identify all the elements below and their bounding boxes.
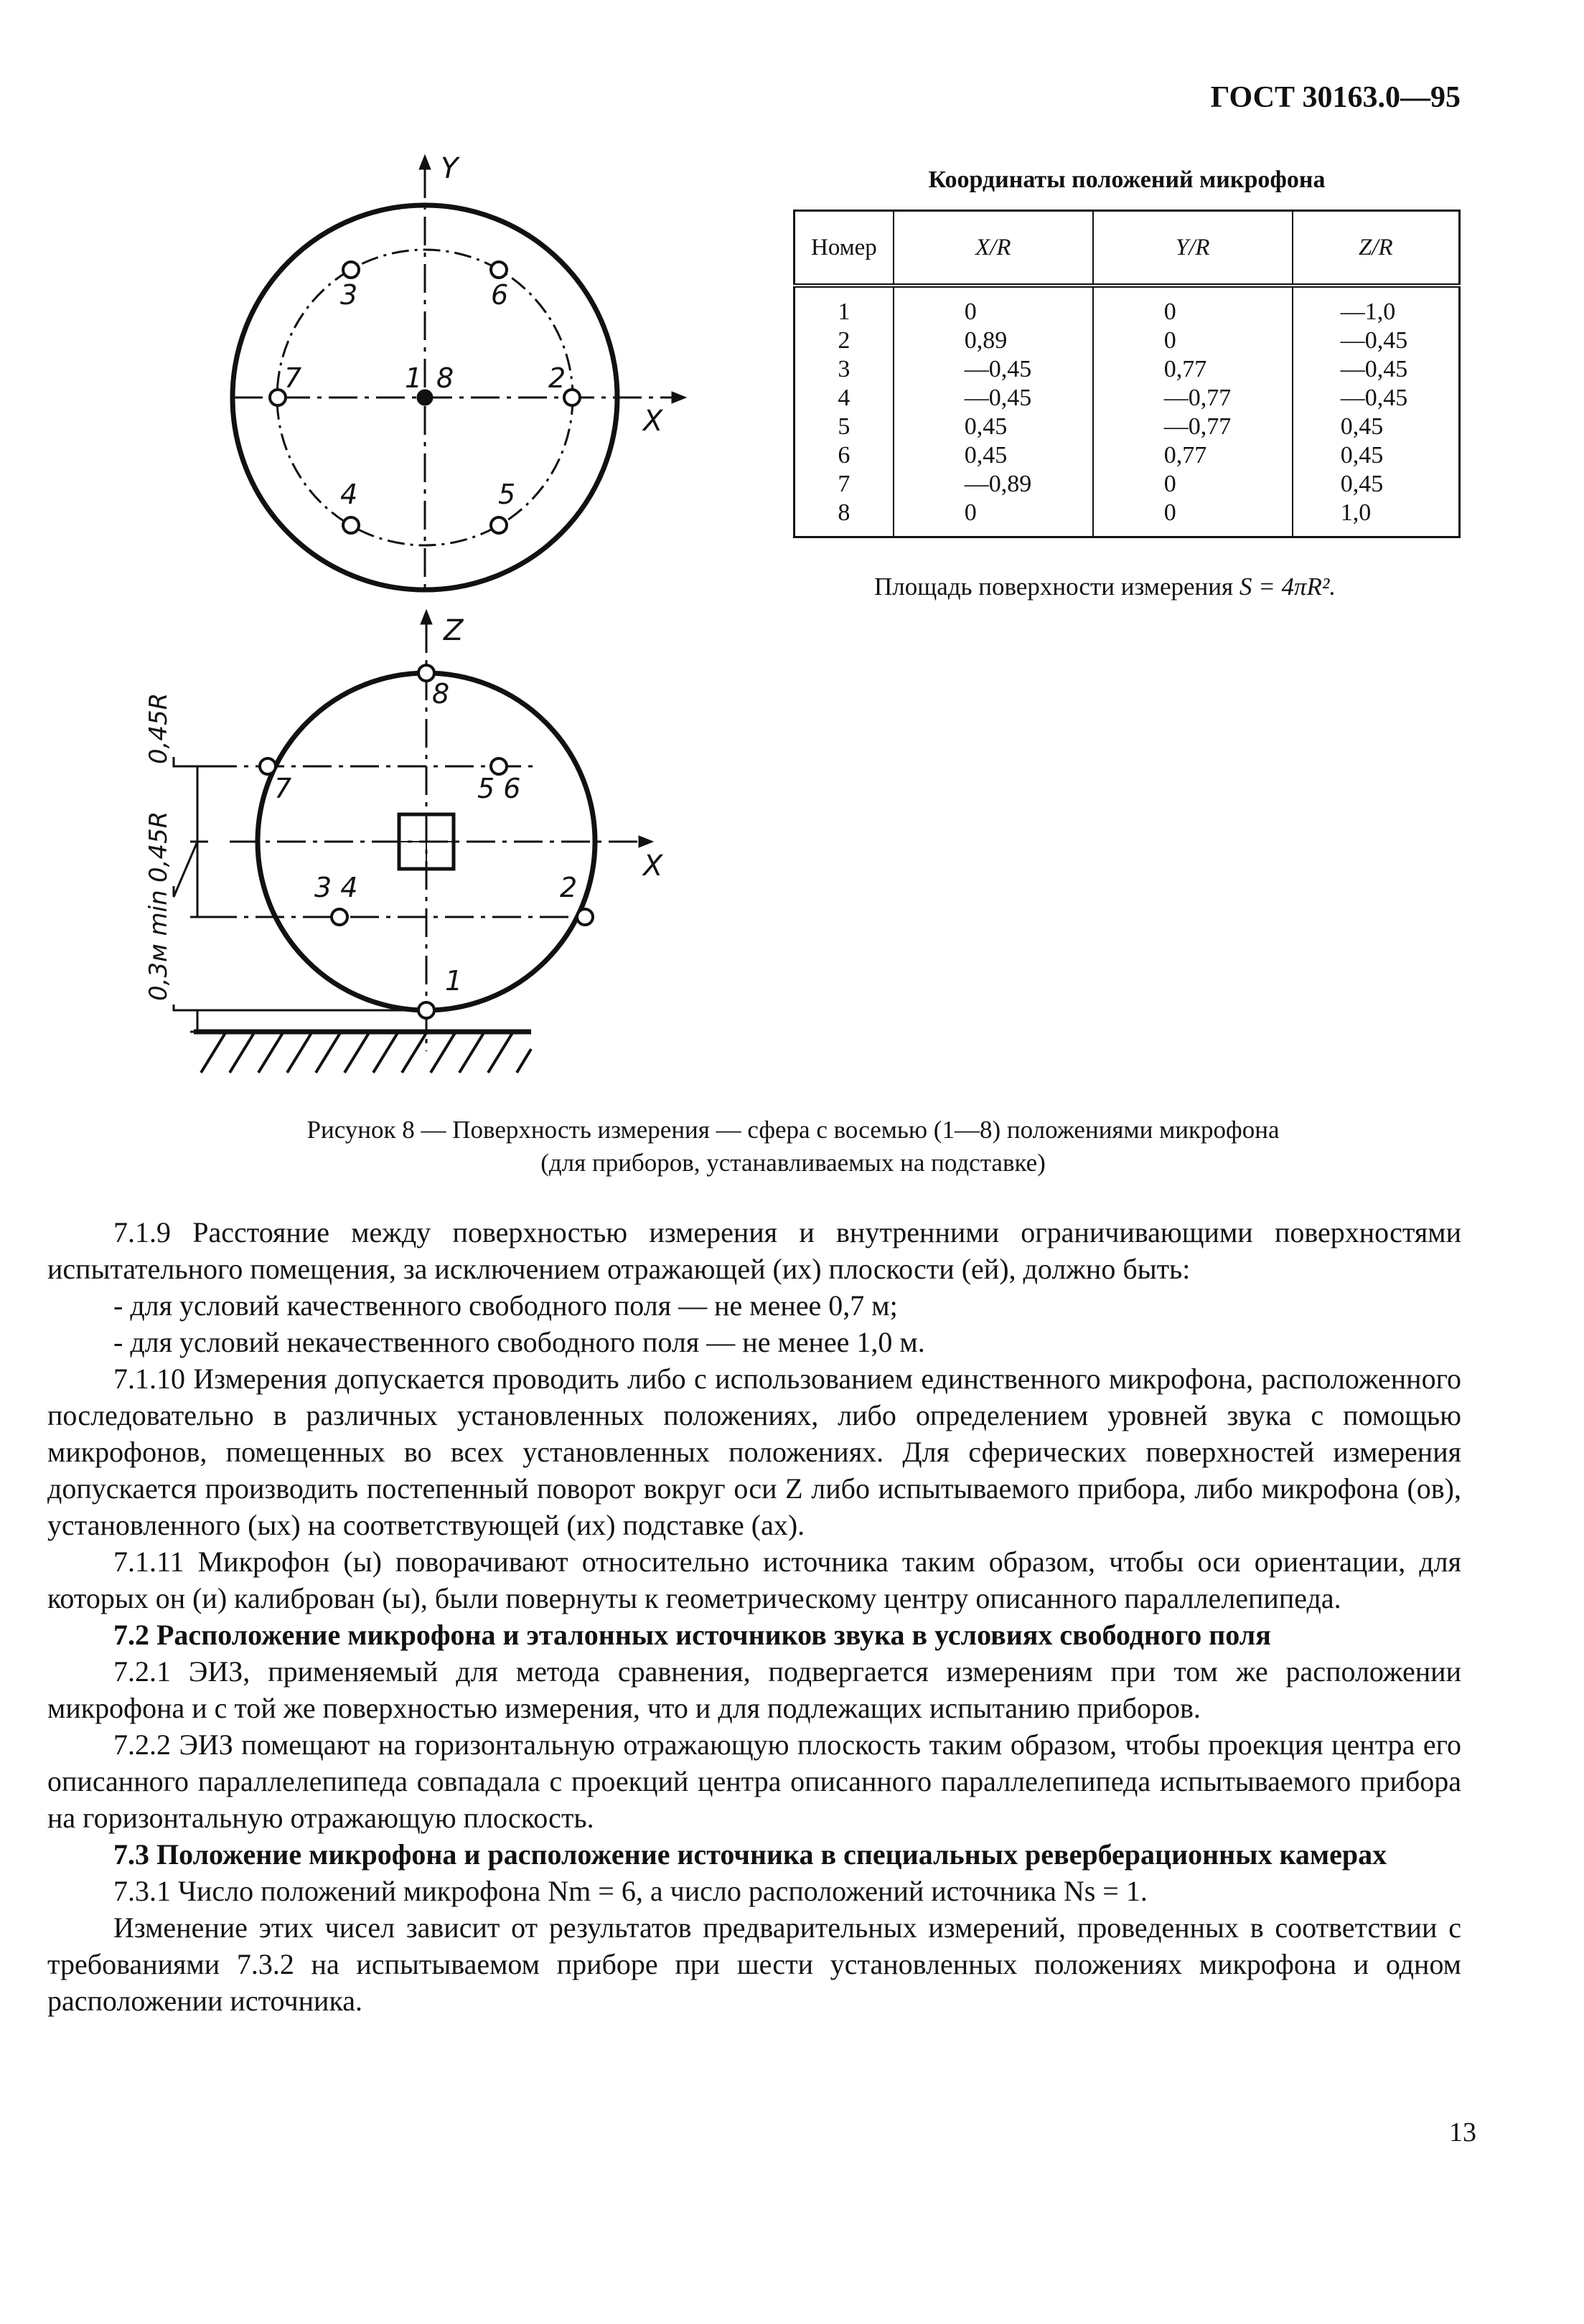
x-axis-arrow bbox=[672, 392, 686, 403]
point-2-marker bbox=[564, 390, 580, 405]
table-row bbox=[795, 286, 1460, 537]
point-3-4-marker bbox=[332, 909, 347, 925]
table-cell: 0 bbox=[964, 298, 977, 325]
table-cell: —0,77 bbox=[1163, 413, 1232, 440]
point-4-marker bbox=[343, 517, 359, 533]
table-cell: 6 bbox=[838, 442, 850, 469]
paragraph-7-1-9: 7.1.9 Расстояние между поверхностью измерения и внутренними ограничивающими поверхностями испытательного помещения, за исключением отражающей (их) плоскости (ей), должно быть: bbox=[47, 1216, 1461, 1285]
table-cell: 0,77 bbox=[1163, 356, 1207, 382]
paragraph-7-1-10: 7.1.10 Измерения допускается проводить либо с использованием единственного микрофона, расположенного последовательно в различных установленных положениях, либо определением уровней звука с помощью микрофонов, помещенных во всех установленных положениях. Для сферических поверхностей измерения допускается производить постепенный поворот вокруг оси Z либо испытываемого прибора, либо микрофона (ов), установленного (ых) на соответствующей (их) подставке (ах). bbox=[47, 1363, 1461, 1541]
point-7-label: 7 bbox=[284, 362, 302, 394]
axis-z-label: Z bbox=[444, 614, 464, 647]
table-cell: 3 bbox=[838, 356, 850, 382]
table-cell: —0,45 bbox=[964, 356, 1032, 382]
table-cell: —1,0 bbox=[1340, 298, 1396, 325]
table-cell: 0,45 bbox=[964, 442, 1008, 469]
figure-caption bbox=[187, 1114, 1400, 1180]
x-axis-arrow bbox=[639, 836, 653, 847]
point-5-marker bbox=[491, 517, 507, 533]
header-z: Z/R bbox=[1293, 211, 1460, 286]
list-item: - для условий качественного свободного поля — не менее 0,7 м; bbox=[113, 1289, 898, 1322]
area-note-prefix: Площадь поверхности измерения bbox=[874, 573, 1239, 601]
table-cell: —0,89 bbox=[964, 471, 1032, 497]
table-cell: —0,45 bbox=[1340, 356, 1408, 382]
point-2-label: 2 bbox=[560, 872, 578, 903]
column-number bbox=[795, 286, 894, 537]
y-axis-arrow bbox=[419, 155, 431, 169]
point-7-marker bbox=[260, 758, 276, 774]
table-cell: 0 bbox=[1163, 499, 1176, 526]
point-2-marker bbox=[577, 909, 593, 925]
column-z bbox=[1293, 286, 1460, 537]
paragraph-7-1-11: 7.1.11 Микрофон (ы) поворачивают относительно источника таким образом, чтобы оси ориентации, для которых он (и) калиброван (ы), были повернуты к геометрическому центру описанного параллелепипеда. bbox=[47, 1546, 1461, 1614]
paragraph-7-3-1: 7.3.1 Число положений микрофона Nm = 6, а число расположений источника Ns = 1. bbox=[113, 1875, 1148, 1907]
point-8-label: 8 bbox=[432, 678, 450, 710]
point-3-label: 3 bbox=[340, 279, 358, 311]
dimension-lines bbox=[174, 757, 208, 1032]
point-5-6-marker bbox=[491, 758, 507, 774]
column-x bbox=[894, 286, 1093, 537]
paragraph-7-2-2: 7.2.2 ЭИЗ помещают на горизонтальную отражающую плоскость таким образом, чтобы проекция центра его описанного параллелепипеда совпадала с проекций центра описанного параллелепипеда испытываемого прибора на горизонтальную отражающую плоскость. bbox=[47, 1728, 1461, 1834]
table-cell: 8 bbox=[838, 499, 850, 526]
table-cell: —0,45 bbox=[964, 385, 1032, 411]
table-cell: 0,45 bbox=[1340, 471, 1384, 497]
table-cell: 1,0 bbox=[1340, 499, 1372, 526]
caption-line-2: (для приборов, устанавливаемых на подставке) bbox=[540, 1149, 1046, 1177]
point-1-label: 1 bbox=[405, 362, 423, 394]
paragraph-7-3-1-cont: Изменение этих чисел зависит от результатов предварительных измерений, проведенных в соответствии с требованиями 7.3.2 на испытываемом приборе при шести установленных положениях микрофона и одном расположении источника. bbox=[47, 1911, 1461, 2017]
page-number: 13 bbox=[1449, 2117, 1476, 2147]
table-cell: 7 bbox=[838, 471, 850, 497]
point-5-label: 5 bbox=[498, 479, 516, 510]
z-axis-arrow bbox=[421, 610, 432, 624]
table-cell: 0 bbox=[1163, 471, 1176, 497]
table-cell: 0,77 bbox=[1163, 442, 1207, 469]
point-5-6-label: 5 6 bbox=[477, 773, 521, 804]
area-formula: S = 4πR². bbox=[1239, 573, 1336, 601]
axis-x-label: X bbox=[643, 405, 663, 438]
table-cell: 4 bbox=[838, 385, 850, 411]
dim-label-upper: 0,45R bbox=[144, 692, 173, 764]
point-7-marker bbox=[270, 390, 286, 405]
coordinates-table bbox=[793, 210, 1461, 538]
table-cell: 1 bbox=[838, 298, 850, 325]
table-cell: —0,45 bbox=[1340, 327, 1408, 354]
point-1-label: 1 bbox=[445, 965, 463, 997]
point-8-label: 8 bbox=[436, 362, 454, 394]
table-cell: 0 bbox=[964, 499, 977, 526]
table-cell: —0,45 bbox=[1340, 385, 1408, 411]
table-cell: 0 bbox=[1163, 327, 1176, 354]
table-cell: 2 bbox=[838, 327, 850, 354]
table-cell: 0,89 bbox=[964, 327, 1008, 354]
side-view-diagram bbox=[108, 603, 663, 1091]
table-cell: 0,45 bbox=[1340, 442, 1384, 469]
point-7-label: 7 bbox=[274, 773, 292, 804]
table-cell: 0,45 bbox=[964, 413, 1008, 440]
body-text bbox=[47, 1214, 1461, 2019]
point-6-label: 6 bbox=[491, 279, 509, 311]
table-body bbox=[795, 286, 1460, 537]
point-4-label: 4 bbox=[340, 479, 358, 510]
table-cell: 0 bbox=[1163, 298, 1176, 325]
standard-header: ГОСТ 30163.0—95 bbox=[1210, 81, 1461, 114]
point-3-4-label: 3 4 bbox=[314, 872, 358, 903]
table-cell: 5 bbox=[838, 413, 850, 440]
column-y bbox=[1093, 286, 1293, 537]
header-number: Номер bbox=[795, 211, 894, 286]
table-header-row bbox=[795, 211, 1460, 286]
header-y: Y/R bbox=[1093, 211, 1293, 286]
area-note bbox=[874, 573, 1336, 601]
table-cell: 0,45 bbox=[1340, 413, 1384, 440]
heading-7-2: 7.2 Расположение микрофона и эталонных источников звука в условиях свободного поля bbox=[113, 1619, 1271, 1651]
ground-hatching bbox=[201, 1032, 531, 1073]
dim-label-middle: 0,45R bbox=[144, 811, 173, 883]
heading-7-3: 7.3 Положение микрофона и расположение источника в специальных реверберационных камерах bbox=[113, 1838, 1387, 1871]
axis-y-label: Y bbox=[441, 152, 459, 185]
table-cell: —0,77 bbox=[1163, 385, 1232, 411]
point-3-marker bbox=[343, 262, 359, 278]
top-view-diagram bbox=[212, 148, 700, 607]
point-2-label: 2 bbox=[548, 362, 566, 394]
axis-x-label: X bbox=[643, 850, 663, 883]
caption-line-1: Рисунок 8 — Поверхность измерения — сфера с восемью (1—8) положениями микрофона bbox=[306, 1116, 1280, 1144]
table-title: Координаты положений микрофона bbox=[928, 166, 1326, 193]
paragraph-7-2-1: 7.2.1 ЭИЗ, применяемый для метода сравнения, подвергается измерениям при том же расположении микрофона и с той же поверхностью измерения, что и для подлежащих испытанию приборов. bbox=[47, 1655, 1461, 1724]
header-x: X/R bbox=[894, 211, 1093, 286]
point-6-marker bbox=[491, 262, 507, 278]
dim-label-lower: 0,3м min bbox=[144, 890, 173, 1001]
point-1-marker bbox=[418, 1002, 434, 1018]
list-item: - для условий некачественного свободного поля — не менее 1,0 м. bbox=[113, 1326, 925, 1358]
